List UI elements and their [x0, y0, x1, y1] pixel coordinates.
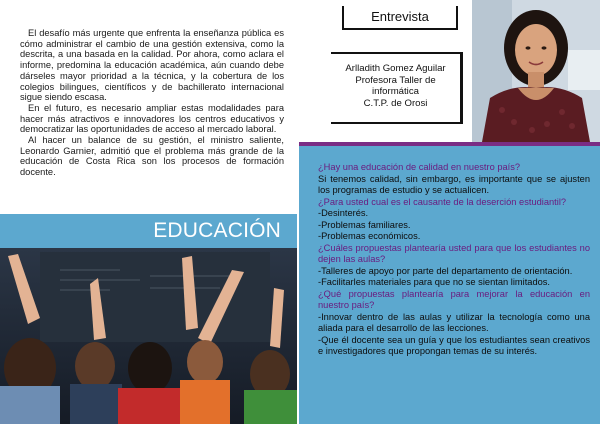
interview-answer: Si tenemos calidad, sin embargo, es importante que se ajusten los programas de estudio y se actualicen. [318, 173, 590, 195]
article-paragraph: Al hacer un balance de su gestión, el ministro saliente, Leonardo Garnier, admitió que el problema más grande de la educación de Costa Rica son los procesos de formación docente. [20, 135, 284, 178]
article-body [20, 28, 284, 178]
interview-answer: -Desinterés. [318, 208, 369, 218]
interviewee-portrait [472, 0, 600, 142]
section-title: EDUCACIÓN [153, 219, 281, 242]
portrait-illustration [472, 0, 600, 142]
section-banner [0, 214, 297, 248]
interview-question: ¿Cuáles propuestas plantearía usted para que los estudiantes no dejen las aulas? [318, 242, 590, 264]
classroom-photo [0, 248, 297, 424]
interviewee-role: Profesora Taller de [355, 74, 436, 86]
classroom-illustration [0, 248, 297, 424]
interview-answer: -Problemas económicos. [318, 231, 421, 241]
interview-answer: -Facilitarles materiales para que no se sientan limitados. [318, 277, 551, 287]
interview-qa [318, 162, 590, 358]
interview-answer: -Talleres de apoyo por parte del departamento de orientación. [318, 265, 573, 276]
interviewee-name: Arlladith Gomez Aguilar [345, 63, 446, 74]
article-paragraph: En el futuro, es necesario ampliar estas modalidades para hacer más atractivos e innovadores los centros educativos y democratizar las oportunidades de acceso al mercado laboral. [20, 102, 284, 135]
interview-question: ¿Para usted cual es el causante de la deserción estudiantil? [318, 196, 567, 207]
interview-answer: -Innovar dentro de las aulas y utilizar la tecnología como una aliada para el desarrollo de las lecciones. [318, 311, 590, 333]
interviewee-profile [331, 52, 463, 124]
interview-answer: -Que él docente sea un guía y que los estudiantes sean creativos e investigadores que propongan temas de su interés. [318, 334, 590, 356]
article-paragraph: El desafío más urgente que enfrenta la enseñanza pública es cómo administrar el cambio de una gestión extensiva, como la descrita, a una basada en la calidad. Por ahora, como aclara el informe, predomina la educación académica, aún cuando debe dárseles mayor prioridad a la técnica, y la cobertura de los colegios bilingues, científicos y de bachillerato internacional sigue siendo escasa. [20, 28, 284, 103]
interview-tab-label: Entrevista [371, 9, 429, 24]
interviewee-role-subject: informática [372, 86, 419, 97]
interview-tab [342, 6, 458, 30]
interview-question: ¿Qué propuestas plantearía para mejorar la educación en nuestro país? [318, 288, 590, 310]
interview-answer: -Problemas familiares. [318, 219, 411, 230]
interviewee-school: C.T.P. de Orosi [363, 97, 428, 109]
interview-question: ¿Hay una educación de calidad en nuestro país? [318, 162, 521, 172]
